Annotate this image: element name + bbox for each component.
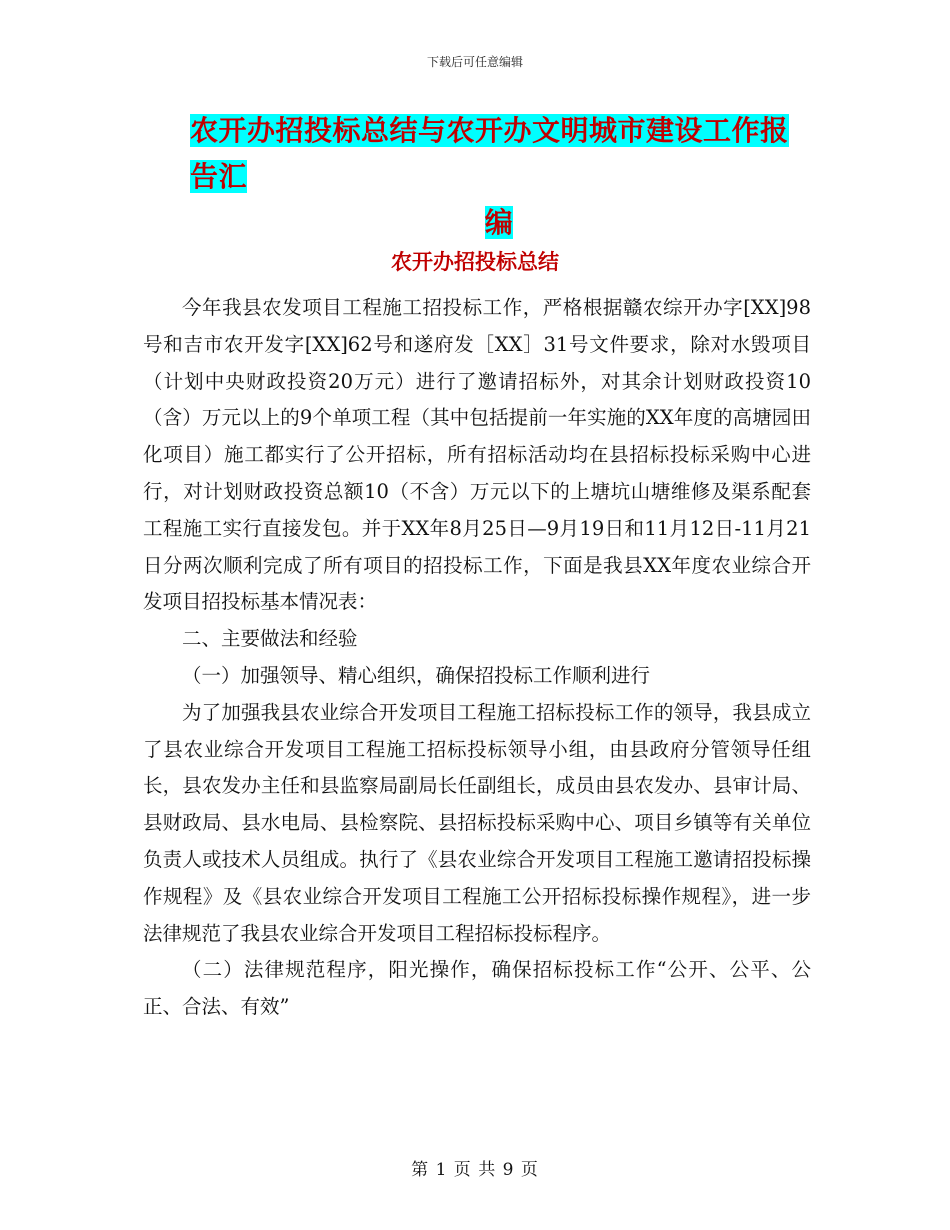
paragraph: （一）加强领导、精心组织，确保招投标工作顺利进行 (182, 663, 651, 687)
section-title: 农开办招投标总结 (391, 249, 559, 274)
paragraph: 二、主要做法和经验 (182, 627, 358, 651)
document-title (190, 108, 810, 246)
document-title-line2: 编 (484, 206, 514, 239)
paragraph: 为了加强我县农业综合开发项目工程施工招标投标工作的领导，我县成立了县农业综合开发项目工程施工招标投标领导小组，由县政府分管领导任组长，县农发办主任和县监察局副局长任副组长，成员由县农发办、县审计局、县财政局、县水电局、县检察院、县招标投标采购中心、项目乡镇等有关单位负责人或技术人员组成。执行了《县农业综合开发项目工程施工邀请招投标操作规程》及《县农业综合开发项目工程施工公开招标投标操作规程》，进一步法律规范了我县农业综合开发项目工程招标投标程序。 (143, 700, 811, 945)
page-header-note: 下载后可任意编辑 (426, 55, 523, 69)
paragraph: （二）法律规范程序，阳光操作，确保招标投标工作“公开、公平、公正、合法、有效” (143, 958, 811, 1019)
paragraph: 今年我县农发项目工程施工招投标工作，严格根据赣农综开办字[XX]98号和吉市农开发字[XX]62号和遂府发［XX］31号文件要求，除对水毁项目（计划中央财政投资20万元）进行了邀请招标外，对其余计划财政投资10（含）万元以上的9个单项工程（其中包括提前一年实施的XX年度的高塘园田化项目）施工都实行了公开招标，所有招标活动均在县招标投标采购中心进行，对计划财政投资总额10（不含）万元以下的上塘坑山塘维修及渠系配套工程施工实行直接发包。并于XX年8月25日—9月19日和11月12日-11月21日分两次顺利完成了所有项目的招投标工作，下面是我县XX年度农业综合开发项目招投标基本情况表： (143, 296, 811, 614)
document-title-line1: 农开办招投标总结与农开办文明城市建设工作报告汇 (190, 114, 789, 193)
page-number: 第 1 页 共 9 页 (411, 1160, 539, 1180)
document-body (143, 290, 811, 1026)
